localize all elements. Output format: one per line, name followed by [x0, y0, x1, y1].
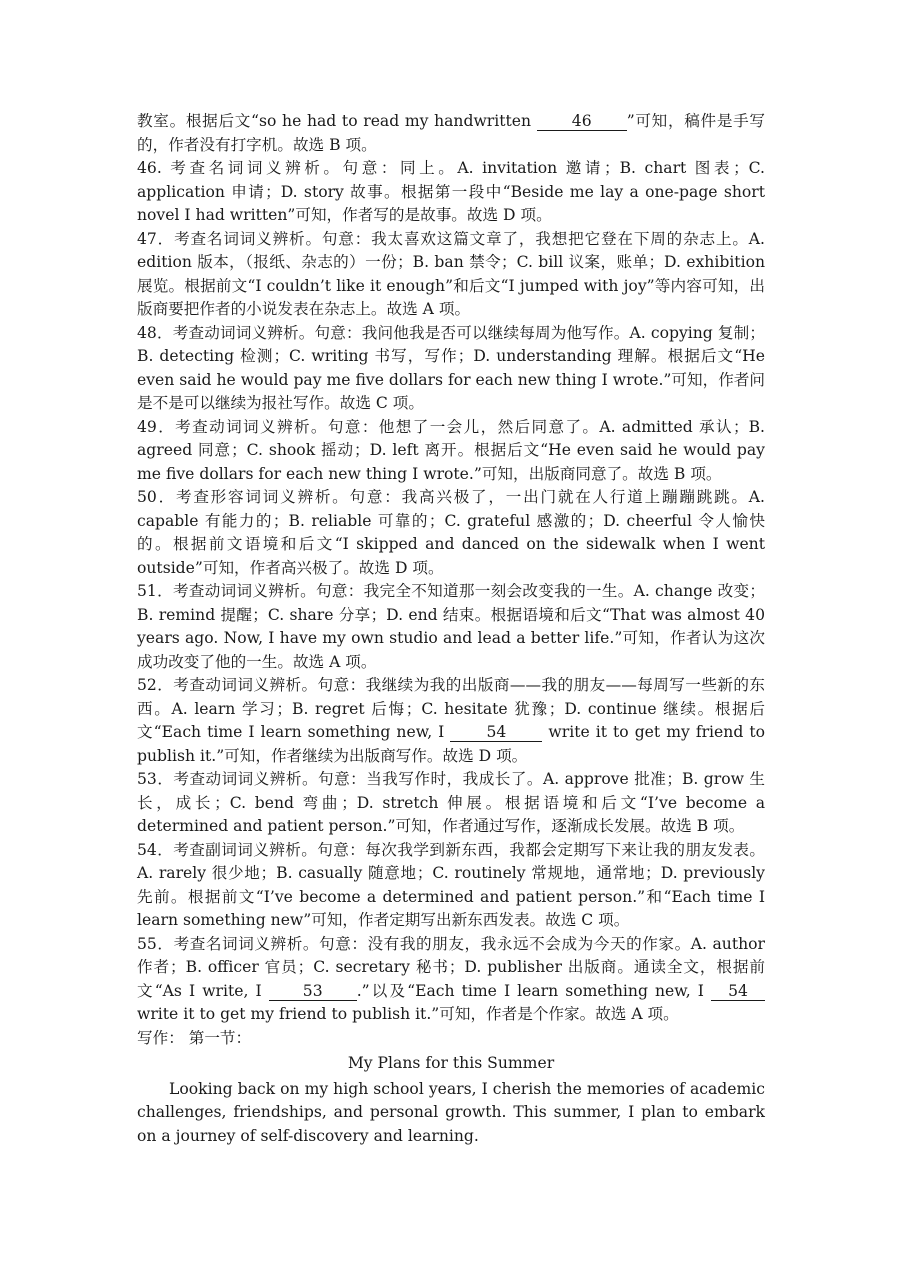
blank-53: 53 — [269, 982, 357, 1001]
answer-52-text-b: write it to get my friend to publish it.”可知，作者继续为出版商写作。故选 D 项。 — [137, 723, 765, 765]
document-page — [137, 110, 765, 1148]
intro-paragraph — [137, 110, 765, 157]
essay-body: Looking back on my high school years, I cherish the memories of academic challenges, friendships, and personal growth. This summer, I plan to embark on a journey of self-discovery and learning. — [137, 1079, 765, 1145]
answer-54: 54．考查副词词义辨析。句意：每次我学到新东西，我都会定期写下来让我的朋友发表。A. rarely 很少地；B. casually 随意地；C. routinely 常规地，通常地；D. previously 先前。根据前文“I’ve become a determined and patient person.”和“Each time I learn something new”可知，作者定期写出新东西发表。故选 C 项。 — [137, 840, 765, 929]
answer-51: 51．考查动词词义辨析。句意：我完全不知道那一刻会改变我的一生。A. change 改变；B. remind 提醒；C. share 分享；D. end 结束。根据语境和后文“That was almost 40 years ago. Now, I have my own studio and lead a better life.”可知，作者认为这次成功改变了他的一生。故选 A 项。 — [137, 582, 765, 671]
writing-heading: 写作： 第一节： — [137, 1028, 252, 1047]
answer-47: 47．考查名词词义辨析。句意：我太喜欢这篇文章了，我想把它登在下周的杂志上。A. edition 版本，（报纸、杂志的）一份；B. ban 禁令；C. bill 议案，账单；D. exhibition 展览。根据前文“I couldn’t like it enough”和后文“I jumped with joy”等内容可知，出版商要把作者的小说发表在杂志上。故选 A 项。 — [137, 229, 765, 318]
answer-48: 48．考查动词词义辨析。句意：我问他我是否可以继续每周为他写作。A. copying 复制；B. detecting 检测；C. writing 书写，写作；D. understanding 理解。根据后文“He even said he would pay me five dollars for each new thing I wrote.”可知，作者问是不是可以继续为报社写作。故选 C 项。 — [137, 323, 765, 412]
essay-title: My Plans for this Summer — [347, 1054, 555, 1072]
intro-text-a: 教室。根据后文“so he had to read my handwritten — [137, 112, 537, 130]
intro-text-b: ”可知，稿件是手写的，作者没有打字机。故选 B 项。 — [137, 112, 765, 154]
blank-54: 54 — [450, 723, 542, 742]
answer-52 — [137, 674, 765, 768]
answer-55 — [137, 933, 765, 1027]
answer-52-text-a: 52．考查动词词义辨析。句意：我继续为我的出版商——我的朋友——每周写一些新的东西。A. learn 学习；B. regret 后悔；C. hesitate 犹豫；D. continue 继续。根据后文“Each time I learn something new, I — [137, 676, 765, 741]
answer-55-text-b: .”以及“Each time I learn something new, I — [356, 981, 712, 1000]
answer-46: 46. 考查名词词义辨析。句意：同上。A. invitation 邀请；B. chart 图表；C. application 申请；D. story 故事。根据第一段中“Beside me lay a one-page short novel I had written”可知，作者写的是故事。故选 D 项。 — [137, 159, 765, 224]
blank-46: 46 — [537, 112, 627, 131]
answer-49: 49．考查动词词义辨析。句意：他想了一会儿，然后同意了。A. admitted 承认；B. agreed 同意；C. shook 摇动；D. left 离开。根据后文“He even said he would pay me five dollars for each new thing I wrote.”可知，出版商同意了。故选 B 项。 — [137, 417, 765, 483]
answer-55-text-c: write it to get my friend to publish it.”可知，作者是个作家。故选 A 项。 — [137, 1005, 679, 1023]
answer-50: 50．考查形容词词义辨析。句意：我高兴极了，一出门就在人行道上蹦蹦跳跳。A. capable 有能力的；B. reliable 可靠的；C. grateful 感激的；D. cheerful 令人愉快的。根据前文语境和后文“I skipped and danced on the sidewalk when I went outside”可知，作者高兴极了。故选 D 项。 — [137, 488, 765, 577]
blank-54-second: 54 — [711, 982, 765, 1001]
answer-55-text-a: 55．考查名词词义辨析。句意：没有我的朋友，我永远不会成为今天的作家。A. author 作者；B. officer 官员；C. secretary 秘书；D. publisher 出版商。通读全文，根据前文“As I write, I — [137, 934, 765, 1000]
answer-53: 53．考查动词词义辨析。句意：当我写作时，我成长了。A. approve 批准；B. grow 生长，成长；C. bend 弯曲；D. stretch 伸展。根据语境和后文“I’ve become a determined and patient person.”可知，作者通过写作，逐渐成长发展。故选 B 项。 — [137, 770, 765, 835]
